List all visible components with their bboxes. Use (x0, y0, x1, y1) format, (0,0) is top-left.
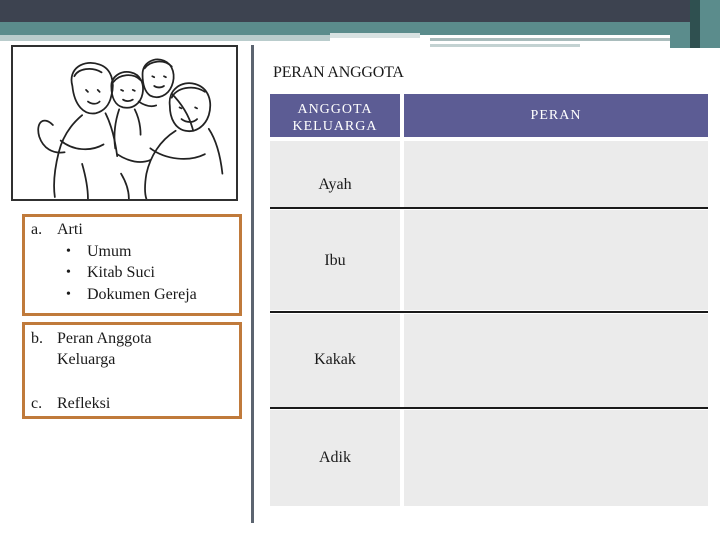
member-kakak: Kakak (314, 351, 356, 368)
member-ayah: Ayah (318, 176, 352, 193)
agenda-b-title: Peran Anggota (57, 330, 152, 347)
vertical-divider (251, 45, 254, 523)
bullet-dot: • (66, 287, 71, 302)
table-cell-member (270, 141, 400, 208)
table-header-role: PERAN (404, 94, 708, 137)
table-header-member (270, 94, 400, 137)
agenda-a-item: Kitab Suci (87, 264, 155, 281)
header-member-line2: KELUARGA (292, 119, 378, 134)
table-cell-role[interactable] (404, 141, 708, 208)
bullet-dot: • (66, 244, 71, 259)
table-cell-role[interactable] (404, 410, 708, 506)
agenda-b-title-line2: Keluarga (57, 351, 116, 368)
row-divider (270, 407, 708, 409)
agenda-c-label: c. (31, 395, 43, 412)
member-ibu: Ibu (324, 252, 346, 269)
row-divider (270, 207, 708, 209)
top-decor-stripe-2 (330, 33, 420, 38)
family-sketch-icon (13, 47, 236, 199)
top-decor-line-2 (430, 44, 580, 47)
top-decor-bar (0, 0, 720, 22)
bullet-dot: • (66, 265, 71, 280)
top-decor-line (430, 38, 670, 41)
agenda-c-title: Refleksi (57, 395, 111, 412)
agenda-a-title: Arti (57, 221, 83, 238)
top-decor-stripe (0, 35, 330, 41)
agenda-a-label: a. (31, 221, 43, 238)
family-illustration (11, 45, 238, 201)
table-cell-role[interactable] (404, 210, 708, 310)
top-decor-corner-teal (700, 0, 720, 48)
row-divider (270, 311, 708, 313)
top-decor-corner (670, 22, 692, 48)
agenda-a-item: Dokumen Gereja (87, 286, 197, 303)
agenda-b-label: b. (31, 330, 43, 347)
member-adik: Adik (319, 449, 351, 466)
header-member-line1: ANGGOTA (297, 102, 373, 117)
section-title: PERAN ANGGOTA (273, 64, 404, 81)
agenda-a-item: Umum (87, 243, 132, 260)
table-cell-role[interactable] (404, 314, 708, 408)
